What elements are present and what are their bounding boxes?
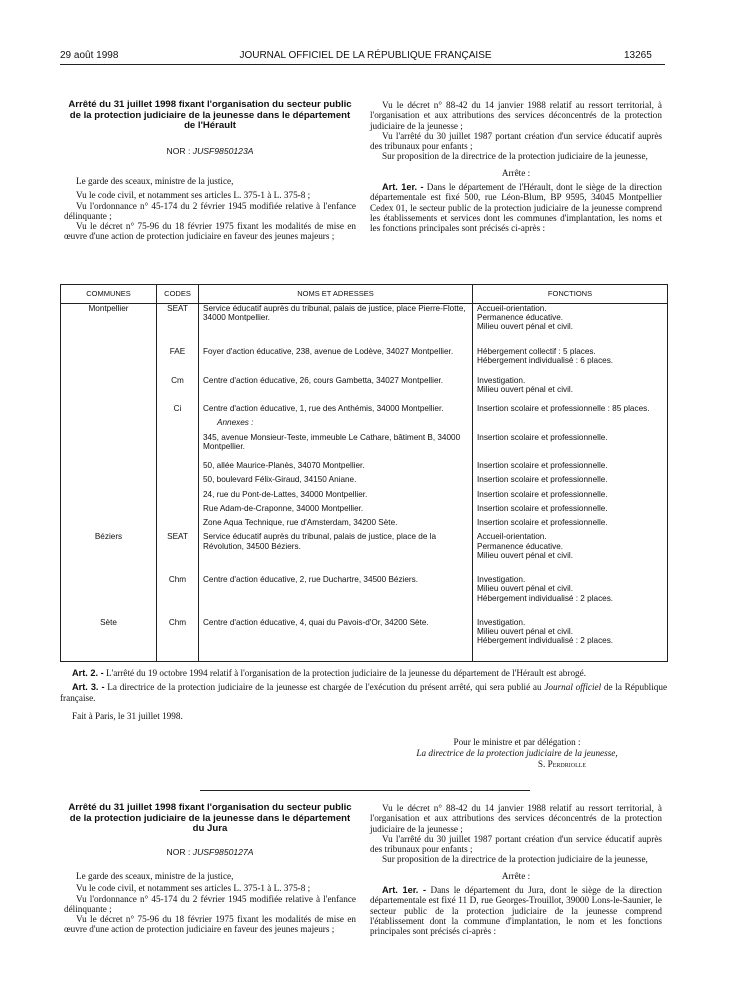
arrete1-nor-label: NOR : (166, 146, 191, 156)
cell-fonctions: Insertion scolaire et professionnelle. (473, 475, 668, 489)
cell-commune (61, 490, 157, 504)
arrete1-visas-right (370, 100, 662, 234)
visa-paragraph: Vu l'ordonnance n° 45-174 du 2 février 1945 modifiée relative à l'enfance délinquante ; (64, 200, 356, 221)
visa-paragraph: Vu le décret n° 88-42 du 14 janvier 1988 relatif au ressort territorial, à l'organisation et aux attributions des services déconcentrés de la protection judiciaire de la jeunesse ; (370, 100, 662, 131)
cell-fonctions: Insertion scolaire et professionnelle : 85 places. (473, 404, 668, 418)
cell-fonctions: Hébergement collectif : 5 places. Hébergement individualisé : 6 places. (473, 347, 668, 376)
visa-paragraph: Le garde des sceaux, ministre de la justice, (76, 871, 234, 881)
cell-commune (61, 461, 157, 475)
cell-code (157, 475, 199, 489)
cell-code (157, 504, 199, 518)
table-row (61, 518, 668, 532)
table-row (61, 532, 668, 575)
signature-delegation: Pour le ministre et par délégation : (453, 737, 581, 747)
arrete2-title: Arrêté du 31 juillet 1998 fixant l'organisation du secteur public de la protection judiciaire de la jeunesse dans le département du Jura (68, 802, 352, 835)
cell-commune (61, 504, 157, 518)
cell-code: Chm (157, 575, 199, 618)
cell-fonctions: Accueil-orientation. Permanence éducative. Milieu ouvert pénal et civil. (473, 532, 668, 575)
cell-code (157, 490, 199, 504)
arrete1-nor-code: JUSF9850123A (192, 146, 254, 156)
arrete2-nor-label: NOR : (166, 847, 191, 857)
col-header-noms: NOMS ET ADRESSES (199, 285, 473, 304)
article-3-text-b: de la République française. (60, 682, 668, 703)
cell-nom: Centre d'action éducative, 2, rue Duchartre, 34500 Béziers. (199, 575, 473, 618)
cell-code: SEAT (157, 304, 199, 348)
cell-nom: 50, allée Maurice-Planès, 34070 Montpellier. (199, 461, 473, 475)
cell-nom: 345, avenue Monsieur-Teste, immeuble Le Cathare, bâtiment B, 34000 Montpellier. (199, 433, 473, 462)
cell-nom: Annexes : (199, 418, 473, 432)
table-row (61, 347, 668, 376)
article-2-text: L'arrêté du 19 octobre 1994 relatif à l'organisation de la protection judiciaire de la jeunesse du département de l'Hérault est abrogé. (105, 668, 587, 678)
article-1-label: Art. 1er. - (382, 885, 427, 896)
article-1-label: Art. 1er. - (382, 182, 424, 193)
cell-commune: Sète (61, 618, 157, 662)
cell-code (157, 418, 199, 432)
arrete2-visas-left (64, 871, 356, 935)
cell-fonctions: Investigation. Milieu ouvert pénal et civil. (473, 376, 668, 405)
signature-block (380, 737, 654, 770)
visa-paragraph: Vu le code civil, et notamment ses articles L. 375-1 à L. 375-8 ; (76, 190, 311, 201)
col-header-fonctions: FONCTIONS (473, 285, 668, 304)
header-rule (60, 64, 665, 65)
arrete2-visas-right (370, 803, 662, 937)
article-1-text: Dans le département du Jura, dont le siège de la direction départementale est fixé 11 D, rue Georges-Trouillot, 39000 Lons-le-Saunier, le secteur public de la protection judiciaire de la jeunesse comprend l'établissement dont la commune d'implantation, le nom et les fonctions principales sont précisés ci-après : (370, 885, 662, 937)
visa-paragraph: Vu l'arrêté du 30 juillet 1987 portant création d'un service éducatif auprès des tribunaux pour enfants ; (370, 130, 662, 152)
table-row (61, 575, 668, 618)
cell-nom: Zone Aqua Technique, rue d'Amsterdam, 34200 Sète. (199, 518, 473, 532)
cell-code: Ci (157, 404, 199, 418)
table-row (61, 504, 668, 518)
cell-fonctions: Investigation. Milieu ouvert pénal et civil. Hébergement individualisé : 2 places. (473, 575, 668, 618)
cell-nom: Centre d'action éducative, 1, rue des Anthémis, 34000 Montpellier. (199, 404, 473, 418)
table-row (61, 304, 668, 348)
cell-commune (61, 433, 157, 462)
arrete1-title: Arrêté du 31 juillet 1998 fixant l'organisation du secteur public de la protection judiciaire de la jeunesse dans le département de l'Hérault (68, 99, 352, 132)
cell-commune: Montpellier (61, 304, 157, 348)
arrete2-nor (64, 847, 356, 857)
table-row (61, 461, 668, 475)
header-journal-title: JOURNAL OFFICIEL DE LA RÉPUBLIQUE FRANÇAISE (239, 50, 492, 61)
cell-fonctions: Insertion scolaire et professionnelle. (473, 461, 668, 475)
header-page-number: 13265 (624, 50, 652, 61)
cell-fonctions (473, 418, 668, 432)
article-1-text: Dans le département de l'Hérault, dont le siège de la direction départementale est fixé 500, rue Léon-Blum, BP 9595, 34045 Montpellier Cedex 01, le secteur public de la protection judiciaire de la jeunesse comprend les établissements et services dont les communes d'implantation, les noms et les fonctions principales sont précisés ci-après : (370, 182, 662, 234)
header-date: 29 août 1998 (60, 50, 119, 61)
visa-paragraph: Le garde des sceaux, ministre de la justice, (76, 176, 234, 186)
col-header-codes: CODES (157, 285, 199, 304)
cell-commune (61, 418, 157, 432)
article-3 (60, 682, 667, 703)
arrete-word: Arrête : (501, 870, 531, 881)
visa-paragraph: Vu l'arrêté du 30 juillet 1987 portant création d'un service éducatif auprès des tribunaux pour enfants ; (370, 833, 662, 855)
cell-nom: Centre d'action éducative, 26, cours Gambetta, 34027 Montpellier. (199, 376, 473, 405)
cell-nom: 50, boulevard Félix-Giraud, 34150 Aniane. (199, 475, 473, 489)
table-row (61, 404, 668, 418)
arrete1-visas-left (64, 176, 356, 242)
table-row (61, 618, 668, 662)
visa-paragraph: Sur proposition de la directrice de la protection judiciaire de la jeunesse, (382, 151, 648, 162)
fait-a-paris: Fait à Paris, le 31 juillet 1998. (72, 710, 183, 721)
cell-code: Cm (157, 376, 199, 405)
visa-paragraph: Vu le code civil, et notamment ses articles L. 375-1 à L. 375-8 ; (76, 883, 311, 894)
cell-fonctions: Insertion scolaire et professionnelle. (473, 504, 668, 518)
cell-commune (61, 575, 157, 618)
establishments-table (60, 284, 668, 662)
cell-commune (61, 475, 157, 489)
section-separator (200, 790, 530, 791)
cell-code: FAE (157, 347, 199, 376)
cell-commune (61, 518, 157, 532)
cell-nom: Centre d'action éducative, 4, quai du Pavois-d'Or, 34200 Sète. (199, 618, 473, 662)
visa-paragraph: Vu le décret n° 75-96 du 18 février 1975 fixant les modalités de mise en œuvre d'une action de protection judiciaire en faveur des jeunes majeurs ; (64, 914, 356, 935)
signature-name: S. Perdriolle (537, 759, 587, 769)
cell-code (157, 433, 199, 462)
cell-commune (61, 404, 157, 418)
arrete1-nor (64, 146, 356, 156)
table-row (61, 376, 668, 405)
article-1 (370, 182, 662, 233)
cell-fonctions: Accueil-orientation. Permanence éducative. Milieu ouvert pénal et civil. (473, 304, 668, 348)
cell-nom: Service éducatif auprès du tribunal, palais de justice, place Pierre-Flotte, 34000 Montpellier. (199, 304, 473, 348)
cell-commune (61, 347, 157, 376)
article-3-journal: Journal officiel (544, 682, 602, 693)
visa-paragraph: Vu l'ordonnance n° 45-174 du 2 février 1945 modifiée relative à l'enfance délinquante ; (64, 893, 356, 914)
cell-fonctions: Insertion scolaire et professionnelle. (473, 433, 668, 462)
table-row (61, 490, 668, 504)
article-2-label: Art. 2. - (72, 668, 104, 678)
signature-title: La directrice de la protection judiciaire de la jeunesse, (416, 748, 618, 758)
arrete-word: Arrête : (501, 167, 531, 178)
arrete1-final-articles (60, 668, 667, 721)
visa-paragraph: Vu le décret n° 75-96 du 18 février 1975 fixant les modalités de mise en œuvre d'une action de protection judiciaire en faveur des jeunes majeurs ; (64, 221, 356, 242)
table-row (61, 433, 668, 462)
cell-nom: 24, rue du Pont-de-Lattes, 34000 Montpellier. (199, 490, 473, 504)
cell-nom: Rue Adam-de-Craponne, 34000 Montpellier. (199, 504, 473, 518)
visa-paragraph: Vu le décret n° 88-42 du 14 janvier 1988 relatif au ressort territorial, à l'organisation et aux attributions des services déconcentrés de la protection judiciaire de la jeunesse ; (370, 803, 662, 834)
cell-nom: Service éducatif auprès du tribunal, palais de justice, place de la Révolution, 34500 Béziers. (199, 532, 473, 575)
col-header-communes: COMMUNES (61, 285, 157, 304)
table-row (61, 418, 668, 432)
cell-commune: Béziers (61, 532, 157, 575)
cell-code: SEAT (157, 532, 199, 575)
article-3-label: Art. 3. - (72, 682, 105, 693)
article-1 (370, 885, 662, 936)
article-2 (60, 668, 667, 678)
cell-code (157, 461, 199, 475)
table-row (61, 475, 668, 489)
cell-fonctions: Insertion scolaire et professionnelle. (473, 518, 668, 532)
arrete2-nor-code: JUSF9850127A (192, 847, 254, 857)
cell-code (157, 518, 199, 532)
article-3-text-a: La directrice de la protection judiciaire de la jeunesse est chargée de l'exécution du présent arrêté, qui sera publié au (107, 682, 542, 693)
cell-fonctions: Investigation. Milieu ouvert pénal et civil. Hébergement individualisé : 2 places. (473, 618, 668, 662)
cell-code: Chm (157, 618, 199, 662)
cell-commune (61, 376, 157, 405)
visa-paragraph: Sur proposition de la directrice de la protection judiciaire de la jeunesse, (382, 854, 648, 865)
cell-fonctions: Insertion scolaire et professionnelle. (473, 490, 668, 504)
cell-nom: Foyer d'action éducative, 238, avenue de Lodève, 34027 Montpellier. (199, 347, 473, 376)
table-header-row (61, 285, 668, 304)
